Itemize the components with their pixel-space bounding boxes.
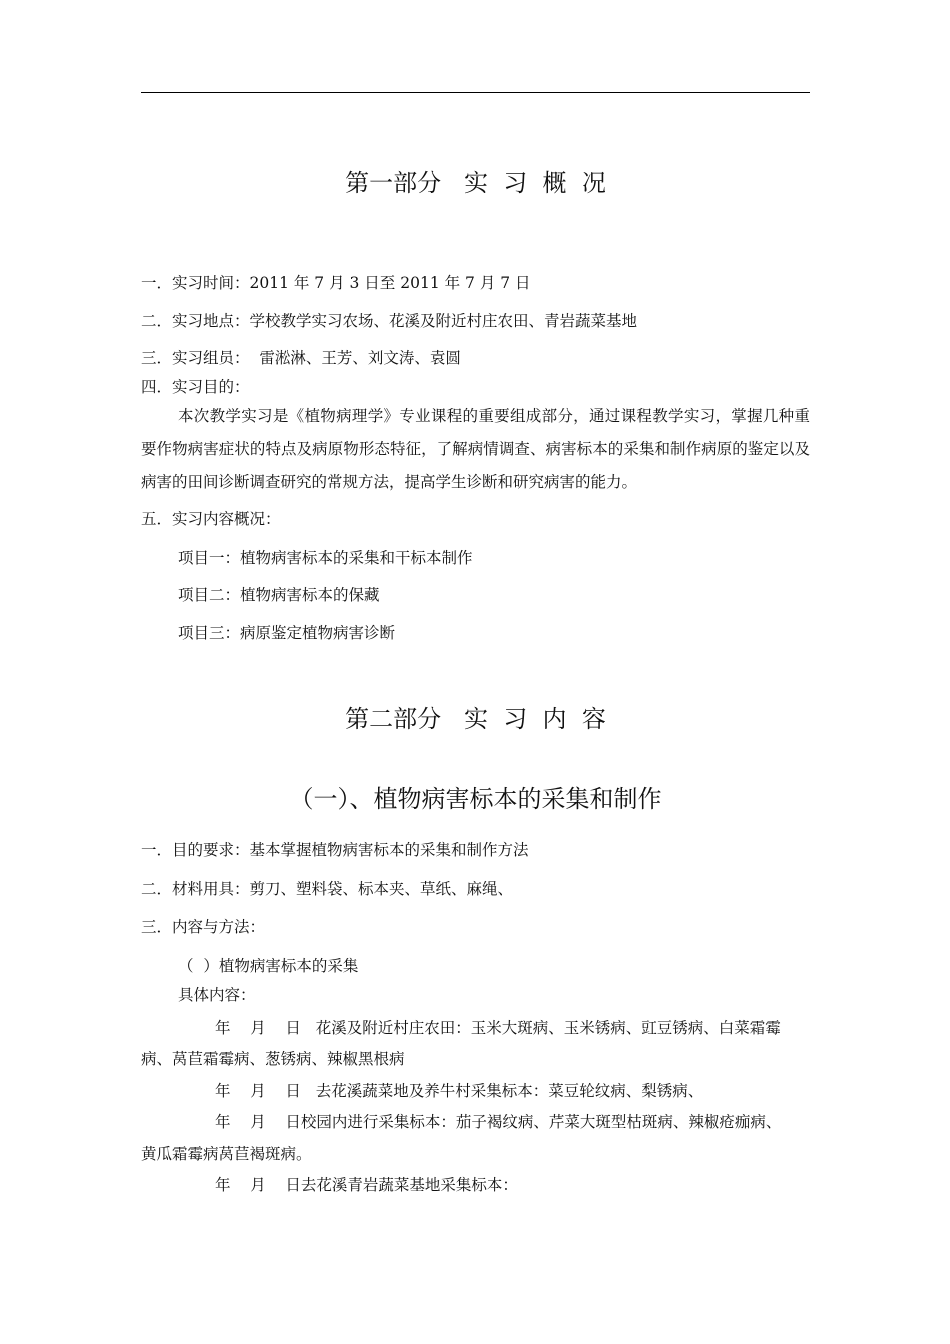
sub-item-collection: （ ）植物病害标本的采集 (178, 957, 359, 975)
part1-title: 第一部分 实 习 概 况 (345, 169, 606, 197)
goal-line: 一．目的要求：基本掌握植物病害标本的采集和制作方法 (141, 841, 529, 859)
entry-2-line1: 年 月 日 去花溪蔬菜地及养牛村采集标本：菜豆轮纹病、梨锈病、 (215, 1082, 704, 1100)
entry-4-line1: 年 月 日去花溪青岩蔬菜基地采集标本： (215, 1176, 518, 1194)
project-item-1: 项目一：植物病害标本的采集和干标本制作 (178, 549, 473, 567)
detail-label: 具体内容： (178, 986, 256, 1004)
section-title: （一）、植物病害标本的采集和制作 (289, 785, 662, 813)
materials-line: 二．材料用具：剪刀、塑料袋、标本夹、草纸、麻绳、 (141, 880, 514, 898)
entry-1-line1: 年 月 日 花溪及附近村庄农田：玉米大斑病、玉米锈病、豇豆锈病、白菜霜霉 (215, 1019, 781, 1037)
purpose-paragraph: 本次教学实习是《植物病理学》专业课程的重要组成部分，通过课程教学实习，掌握几种重要作物病害症状的特点及病原物形态特征，了解病情调查、病害标本的采集和制作病原的鉴定以及病害的田间诊断调查研究的常规方法，提高学生诊断和研究病害的能力。 (141, 407, 810, 491)
internship-members: 三．实习组员： 雷淞淋、王芳、刘文涛、袁圆 (141, 349, 461, 367)
internship-location: 二．实习地点：学校教学实习农场、花溪及附近村庄农田、青岩蔬菜基地 (141, 312, 638, 330)
header-rule (141, 92, 810, 93)
purpose-label: 四．实习目的： (141, 378, 250, 396)
content-overview-label: 五．实习内容概况： (141, 510, 281, 528)
method-label: 三．内容与方法： (141, 918, 266, 936)
entry-3-line1: 年 月 日校园内进行采集标本：茄子褐纹病、芹菜大斑型枯斑病、辣椒疮痂病、 (215, 1113, 782, 1131)
project-item-2: 项目二：植物病害标本的保藏 (178, 586, 380, 604)
entry-1-line2: 病、莴苣霜霉病、葱锈病、辣椒黑根病 (141, 1050, 405, 1068)
project-item-3: 项目三：病原鉴定植物病害诊断 (178, 624, 396, 642)
entry-3-line2: 黄瓜霜霉病莴苣褐斑病。 (141, 1145, 312, 1163)
part2-title: 第二部分 实 习 内 容 (345, 705, 606, 733)
internship-time: 一．实习时间：2011 年 7 月 3 日至 2011 年 7 月 7 日 (141, 274, 531, 292)
